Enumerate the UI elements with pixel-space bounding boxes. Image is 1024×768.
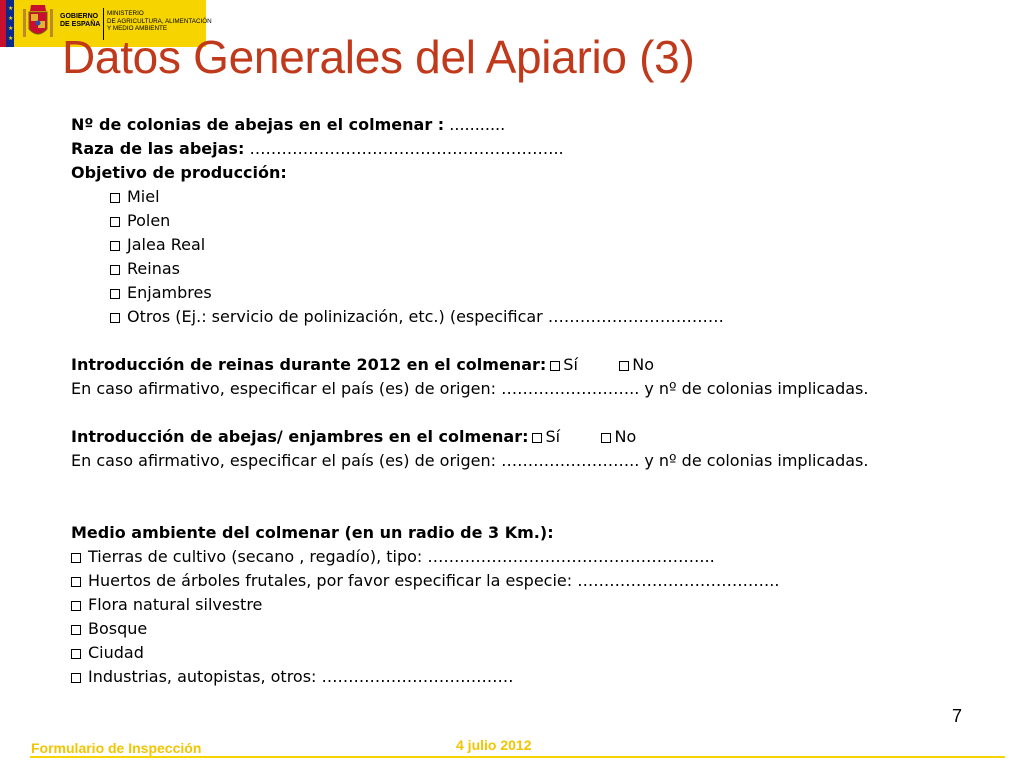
objective-option: Enjambres [71, 281, 971, 305]
queens-label: Introducción de reinas durante 2012 en el colmenar: [71, 355, 547, 374]
spain-coat-of-arms-icon [20, 3, 56, 43]
ministry-name: MINISTERIO DE AGRICULTURA, ALIMENTACIÓN Y MEDIO AMBIENTE [107, 10, 212, 32]
page-title: Datos Generales del Apiario (3) [62, 31, 695, 83]
environment-option: Huertos de árboles frutales, por favor especificar la especie: ……………………………….. [71, 569, 971, 593]
queens-yes-checkbox[interactable] [550, 361, 560, 371]
queens-detail: En caso afirmativo, especificar el país (es) de origen: …………………….. y nº de colonias implicadas. [71, 379, 869, 398]
queens-no-label: No [632, 355, 655, 374]
bees-detail: En caso afirmativo, especificar el país (es) de origen: …………………….. y nº de colonias implicadas. [71, 451, 869, 470]
bees-row [71, 425, 971, 449]
government-name: GOBIERNO DE ESPAÑA [60, 13, 101, 28]
breed-label: Raza de las abejas: [71, 139, 245, 158]
checkbox[interactable] [71, 649, 81, 659]
queens-yes-label: Sí [563, 355, 578, 374]
bees-no-checkbox[interactable] [601, 433, 611, 443]
environment-option: Bosque [71, 617, 971, 641]
bees-label: Introducción de abejas/ enjambres en el colmenar: [71, 427, 529, 446]
checkbox[interactable] [71, 577, 81, 587]
queens-row [71, 353, 971, 377]
spacer [71, 473, 971, 521]
checkbox[interactable] [71, 673, 81, 683]
form-content [71, 113, 971, 689]
bees-yes-checkbox[interactable] [532, 433, 542, 443]
footer-date: 4 julio 2012 [456, 737, 532, 753]
checkbox[interactable] [110, 265, 120, 275]
objective-option: Miel [71, 185, 971, 209]
footer-form-title: Formulario de Inspección [31, 740, 202, 756]
checkbox[interactable] [110, 241, 120, 251]
objective-option: Otros (Ej.: servicio de polinización, etc.) (especificar …………………………… [71, 305, 971, 329]
environment-option: Industrias, autopistas, otros: ……………………………… [71, 665, 971, 689]
objective-option: Jalea Real [71, 233, 971, 257]
objective-option: Polen [71, 209, 971, 233]
bees-no-label: No [614, 427, 637, 446]
checkbox[interactable] [71, 601, 81, 611]
colonies-blank[interactable]: ........... [444, 115, 506, 134]
environment-option: Ciudad [71, 641, 971, 665]
objective-label: Objetivo de producción: [71, 163, 287, 182]
breed-row [71, 137, 971, 161]
colonies-label: Nº de colonias de abejas en el colmenar : [71, 115, 445, 134]
checkbox[interactable] [110, 217, 120, 227]
checkbox[interactable] [110, 313, 120, 323]
footer-divider [30, 756, 1005, 758]
checkbox[interactable] [110, 289, 120, 299]
checkbox[interactable] [71, 553, 81, 563]
spacer [71, 329, 971, 353]
spacer [71, 401, 971, 425]
environment-label: Medio ambiente del colmenar (en un radio de 3 Km.): [71, 523, 554, 542]
objective-option: Reinas [71, 257, 971, 281]
queens-no-checkbox[interactable] [619, 361, 629, 371]
colonies-row [71, 113, 971, 137]
page-number: 7 [951, 706, 962, 726]
breed-blank[interactable]: ………………………………………………….. [244, 139, 564, 158]
checkbox[interactable] [71, 625, 81, 635]
bees-yes-label: Sí [545, 427, 561, 446]
environment-option: Tierras de cultivo (secano , regadío), tipo: ……………………………………………... [71, 545, 971, 569]
checkbox[interactable] [110, 193, 120, 203]
environment-option: Flora natural silvestre [71, 593, 971, 617]
eu-flag-strip: ★ ★ ★ ★ [0, 0, 14, 47]
